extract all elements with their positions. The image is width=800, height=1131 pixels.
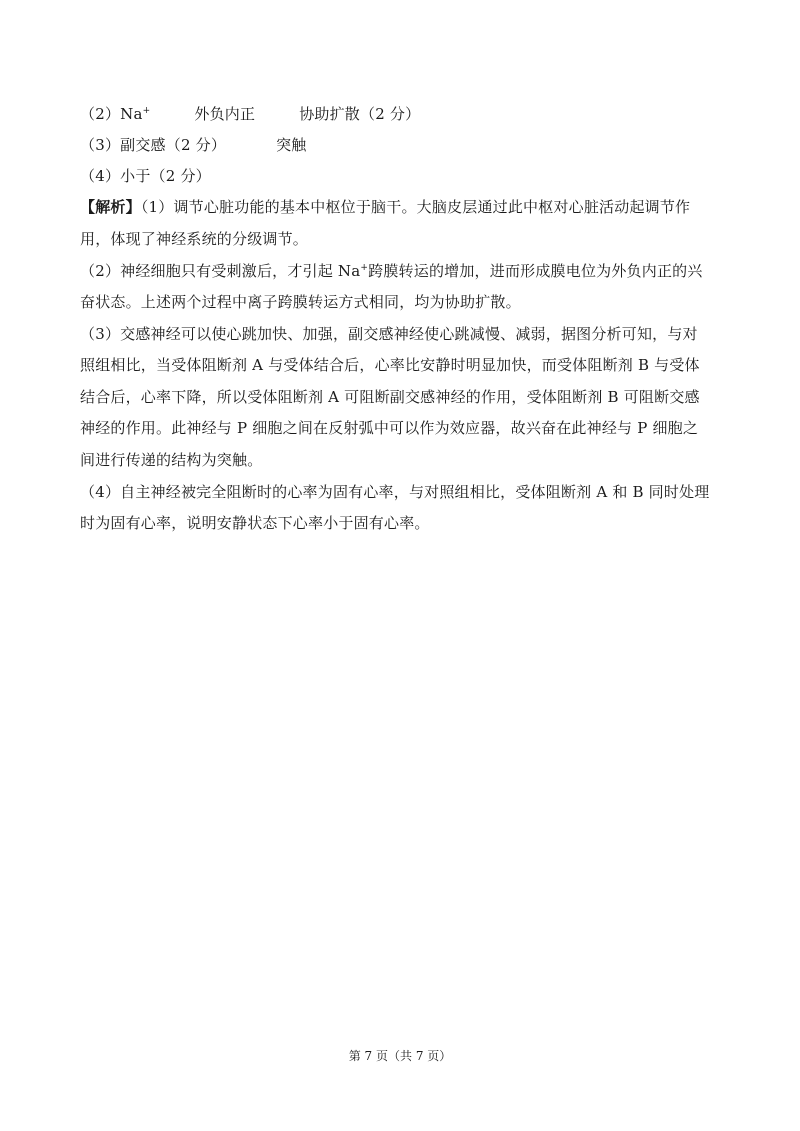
- analysis-p2-line2: 奋状态。上述两个过程中离子跨膜转运方式相同，均为协助扩散。: [80, 293, 521, 311]
- answer-q3-structure: 突触: [276, 136, 307, 154]
- analysis-p3-line5: 间进行传递的结构为突触。: [80, 451, 263, 469]
- analysis-p1-line1: [80, 197, 690, 217]
- answer-q4: [80, 166, 211, 186]
- answer-q3-number: （3）: [80, 136, 121, 154]
- analysis-label: 【解析】: [80, 198, 141, 216]
- analysis-p1-text1: （1）调节心脏功能的基本中枢位于脑干。大脑皮层通过此中枢对心脏活动起调节作: [140, 198, 691, 216]
- analysis-p3-line4: 神经的作用。此神经与 P 细胞之间在反射弧中可以作为效应器，故兴奋在此神经与 P 细胞之: [80, 419, 699, 437]
- analysis-p2-text-pre: （2）神经细胞只有受刺激后，才引起 Na: [80, 262, 361, 280]
- analysis-p3-line1: （3）交感神经可以使心跳加快、加强，副交感神经使心跳减慢、减弱，据图分析可知，与对: [80, 325, 698, 343]
- answer-q2-number: （2）: [80, 105, 121, 123]
- analysis-p3-line2: 照组相比，当受体阻断剂 A 与受体结合后，心率比安静时明显加快，而受体阻断剂 B 与受体: [80, 356, 700, 374]
- analysis-p4-line2: 时为固有心率，说明安静状态下心率小于固有心率。: [80, 514, 430, 532]
- analysis-p2-line1: [80, 261, 703, 281]
- answer-q2-transport: 协助扩散（2 分）: [299, 105, 421, 123]
- analysis-p4-line1: （4）自主神经被完全阻断时的心率为固有心率，与对照组相比，受体阻断剂 A 和 B 同时处理: [80, 483, 710, 501]
- answer-q2-ion-charge: +: [142, 106, 151, 116]
- answer-q4-number: （4）: [80, 167, 121, 185]
- analysis-p2-text-post: 跨膜转运的增加，进而形成膜电位为外负内正的兴: [368, 262, 703, 280]
- analysis-p2-na-charge: +: [360, 263, 369, 273]
- answer-q2: [80, 104, 420, 124]
- analysis-p1-line2: 用，体现了神经系统的分级调节。: [80, 230, 309, 248]
- analysis-p3-line3: 结合后，心率下降，所以受体阻断剂 A 可阻断副交感神经的作用，受体阻断剂 B 可阻断交感: [80, 388, 700, 406]
- answer-q3: [80, 135, 306, 155]
- answer-q3-nerve: 副交感（2 分）: [120, 136, 227, 154]
- page-footer: 第 7 页（共 7 页）: [348, 1049, 452, 1063]
- answer-q4-text: 小于（2 分）: [120, 167, 211, 185]
- answer-q2-potential: 外负内正: [194, 105, 256, 123]
- answer-q2-ion: Na: [120, 105, 143, 123]
